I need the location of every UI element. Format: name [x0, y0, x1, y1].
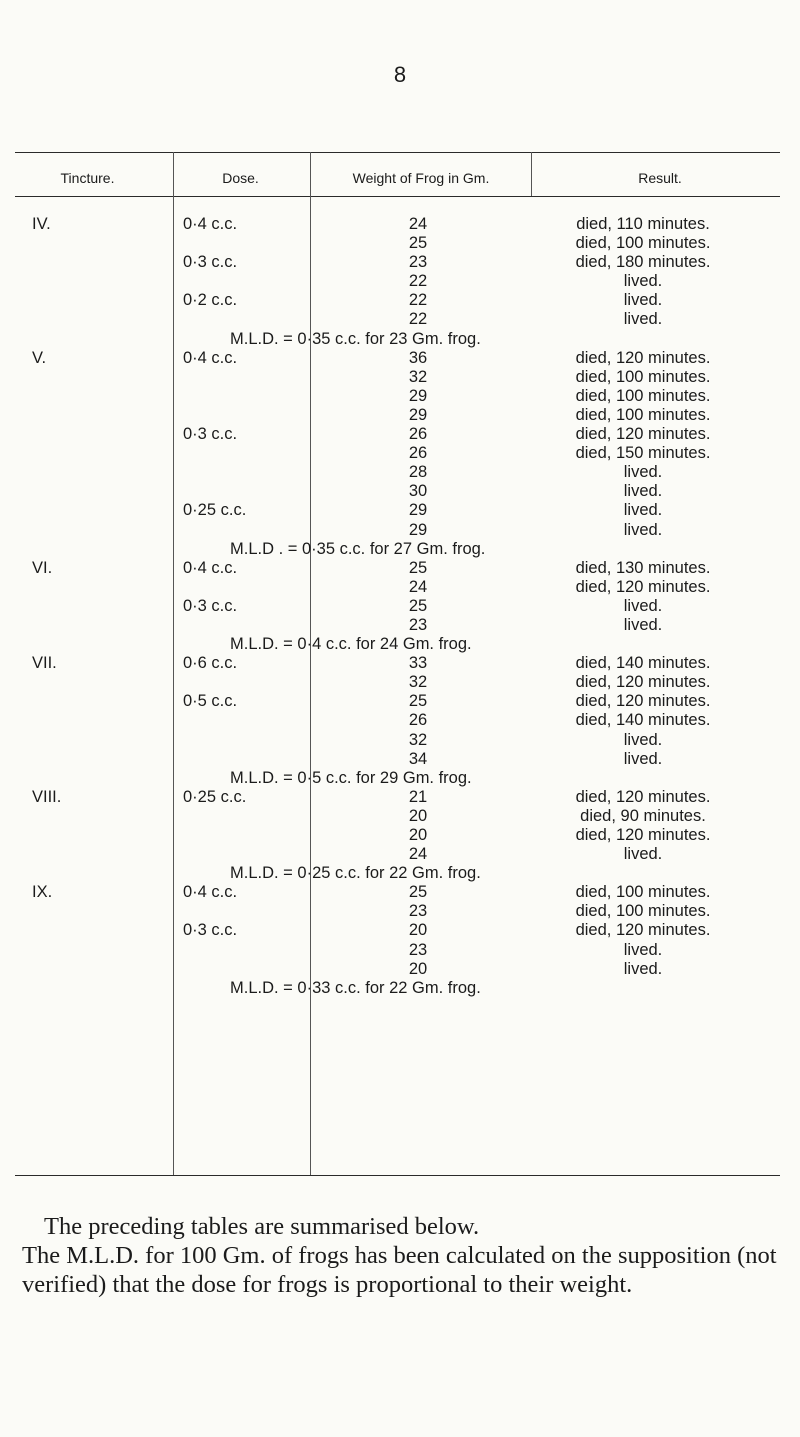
- weight-cell: 24: [408, 845, 428, 864]
- weight-cell: 22: [408, 272, 428, 291]
- dose-cell: 0·3 c.c.: [183, 921, 238, 940]
- dose-cell: 0·5 c.c.: [183, 692, 238, 711]
- weight-cell: 23: [408, 940, 428, 959]
- result-cell: lived.: [623, 520, 663, 539]
- weight-cell: 32: [408, 730, 428, 749]
- table-top-rule: [15, 152, 780, 153]
- weight-cell: 25: [408, 692, 428, 711]
- weight-cell: 20: [408, 921, 428, 940]
- result-cell: lived.: [623, 596, 663, 615]
- result-cell: died, 100 minutes.: [575, 405, 711, 424]
- header-tincture: Tincture.: [60, 170, 115, 186]
- result-cell: died, 120 minutes.: [575, 348, 711, 367]
- table-row: [0, 521, 800, 540]
- dose-cell: 0·4 c.c.: [183, 558, 238, 577]
- result-cell: died, 120 minutes.: [575, 673, 711, 692]
- mld-row: [0, 979, 800, 998]
- table-row: [0, 253, 800, 272]
- header-dose: Dose.: [222, 170, 259, 186]
- result-cell: died, 100 minutes.: [575, 883, 711, 902]
- result-cell: lived.: [623, 501, 663, 520]
- weight-cell: 32: [408, 673, 428, 692]
- result-cell: died, 90 minutes.: [580, 806, 706, 825]
- result-cell: lived.: [623, 482, 663, 501]
- tincture-cell: IX.: [32, 883, 53, 902]
- dose-cell: 0·4 c.c.: [183, 348, 238, 367]
- tincture-cell: IV.: [32, 215, 51, 233]
- weight-cell: 28: [408, 463, 428, 482]
- result-cell: lived.: [623, 615, 663, 634]
- result-cell: died, 120 minutes.: [575, 577, 711, 596]
- table-row: [0, 616, 800, 635]
- dose-cell: 0·25 c.c.: [183, 787, 247, 806]
- result-cell: died, 140 minutes.: [575, 711, 711, 730]
- table-row: [0, 597, 800, 616]
- weight-cell: 23: [408, 902, 428, 921]
- table-row: [0, 368, 800, 387]
- tincture-cell: VII.: [32, 654, 57, 673]
- mld-row: [0, 864, 800, 883]
- table-row: [0, 272, 800, 291]
- result-cell: died, 100 minutes.: [575, 367, 711, 386]
- mld-row: [0, 330, 800, 349]
- weight-cell: 25: [408, 234, 428, 253]
- weight-cell: 36: [408, 348, 428, 367]
- weight-cell: 25: [408, 596, 428, 615]
- result-cell: lived.: [623, 310, 663, 329]
- weight-cell: 29: [408, 405, 428, 424]
- table-row: [0, 711, 800, 730]
- weight-cell: 25: [408, 558, 428, 577]
- weight-cell: 26: [408, 444, 428, 463]
- result-cell: lived.: [623, 749, 663, 768]
- weight-cell: 21: [408, 787, 428, 806]
- table-row: [0, 902, 800, 921]
- result-cell: died, 120 minutes.: [575, 826, 711, 844]
- result-cell: died, 140 minutes.: [575, 654, 711, 673]
- mld-row: [0, 635, 800, 654]
- weight-cell: 29: [408, 520, 428, 539]
- mld-summary: M.L.D. = 0·5 c.c. for 29 Gm. frog.: [230, 768, 472, 787]
- result-cell: lived.: [623, 272, 663, 291]
- tincture-cell: VI.: [32, 558, 53, 577]
- table-row: [0, 291, 800, 310]
- weight-cell: 24: [408, 577, 428, 596]
- result-cell: lived.: [623, 845, 663, 864]
- result-cell: lived.: [623, 730, 663, 749]
- result-cell: died, 150 minutes.: [575, 444, 711, 463]
- weight-cell: 23: [408, 253, 428, 272]
- table-row: [0, 215, 800, 234]
- table-row: [0, 826, 800, 845]
- table-row: [0, 692, 800, 711]
- tincture-cell: V.: [32, 348, 47, 367]
- weight-cell: 20: [408, 806, 428, 825]
- table-row: [0, 941, 800, 960]
- result-cell: lived.: [623, 463, 663, 482]
- weight-cell: 20: [408, 959, 428, 978]
- table-row: [0, 387, 800, 406]
- table-bottom-rule: [15, 1175, 780, 1176]
- mld-summary: M.L.D. = 0·25 c.c. for 22 Gm. frog.: [230, 864, 481, 883]
- result-cell: died, 180 minutes.: [575, 253, 711, 272]
- weight-cell: 20: [408, 826, 428, 844]
- table-row: [0, 673, 800, 692]
- table-row: [0, 788, 800, 807]
- table-row: [0, 845, 800, 864]
- table-row: [0, 883, 800, 902]
- result-cell: died, 120 minutes.: [575, 425, 711, 444]
- dose-cell: 0·3 c.c.: [183, 596, 238, 615]
- header-result: Result.: [638, 170, 682, 186]
- result-cell: lived.: [623, 940, 663, 959]
- result-cell: died, 120 minutes.: [575, 692, 711, 711]
- result-cell: died, 100 minutes.: [575, 386, 711, 405]
- table-row: [0, 807, 800, 826]
- weight-cell: 26: [408, 425, 428, 444]
- mld-summary: M.L.D. = 0·4 c.c. for 24 Gm. frog.: [230, 635, 472, 654]
- dose-cell: 0·3 c.c.: [183, 425, 238, 444]
- mld-row: [0, 769, 800, 788]
- weight-cell: 30: [408, 482, 428, 501]
- dose-cell: 0·6 c.c.: [183, 654, 238, 673]
- mld-row: [0, 540, 800, 559]
- table-row: [0, 425, 800, 444]
- weight-cell: 29: [408, 501, 428, 520]
- dose-cell: 0·2 c.c.: [183, 291, 238, 310]
- table-row: [0, 234, 800, 253]
- dose-cell: 0·25 c.c.: [183, 501, 247, 520]
- weight-cell: 26: [408, 711, 428, 730]
- table-row: [0, 444, 800, 463]
- weight-cell: 33: [408, 654, 428, 673]
- table-row: [0, 731, 800, 750]
- header-weight: Weight of Frog in Gm.: [352, 170, 490, 186]
- weight-cell: 29: [408, 386, 428, 405]
- header-bottom-rule: [15, 196, 780, 197]
- table-row: [0, 750, 800, 769]
- weight-cell: 34: [408, 749, 428, 768]
- result-cell: lived.: [623, 291, 663, 310]
- table-body: [0, 215, 800, 998]
- weight-cell: 25: [408, 883, 428, 902]
- table-row: [0, 921, 800, 940]
- table-row: [0, 559, 800, 578]
- result-cell: died, 100 minutes.: [575, 234, 711, 253]
- table-row: [0, 310, 800, 329]
- table-row: [0, 578, 800, 597]
- result-cell: lived.: [623, 959, 663, 978]
- table-row: [0, 463, 800, 482]
- tincture-cell: VIII.: [32, 787, 62, 806]
- dose-cell: 0·3 c.c.: [183, 253, 238, 272]
- weight-cell: 32: [408, 367, 428, 386]
- table-row: [0, 501, 800, 520]
- table-row: [0, 960, 800, 979]
- mld-summary: M.L.D . = 0·35 c.c. for 27 Gm. frog.: [230, 539, 486, 558]
- mld-summary: M.L.D. = 0·35 c.c. for 23 Gm. frog.: [230, 329, 481, 348]
- summary-sentence: The preceding tables are summarised below.: [44, 1213, 480, 1240]
- summary-explanation: The M.L.D. for 100 Gm. of frogs has been calculated on the supposition (not verified) that the dose for frogs is proportional to their weight.: [22, 1242, 777, 1298]
- dose-cell: 0·4 c.c.: [183, 883, 238, 902]
- result-cell: died, 120 minutes.: [575, 921, 711, 940]
- column-divider: [531, 152, 532, 196]
- table-row: [0, 406, 800, 425]
- result-cell: died, 120 minutes.: [575, 787, 711, 806]
- result-cell: died, 130 minutes.: [575, 558, 711, 577]
- summary-paragraph: [22, 1212, 787, 1299]
- table-row: [0, 349, 800, 368]
- page-number: 8: [393, 62, 407, 87]
- result-cell: died, 110 minutes.: [576, 215, 710, 233]
- result-cell: died, 100 minutes.: [575, 902, 711, 921]
- table-row: [0, 654, 800, 673]
- weight-cell: 22: [408, 291, 428, 310]
- weight-cell: 24: [408, 215, 428, 233]
- table-row: [0, 482, 800, 501]
- weight-cell: 23: [408, 615, 428, 634]
- weight-cell: 22: [408, 310, 428, 329]
- dose-cell: 0·4 c.c.: [183, 215, 238, 233]
- mld-summary: M.L.D. = 0·33 c.c. for 22 Gm. frog.: [230, 978, 481, 997]
